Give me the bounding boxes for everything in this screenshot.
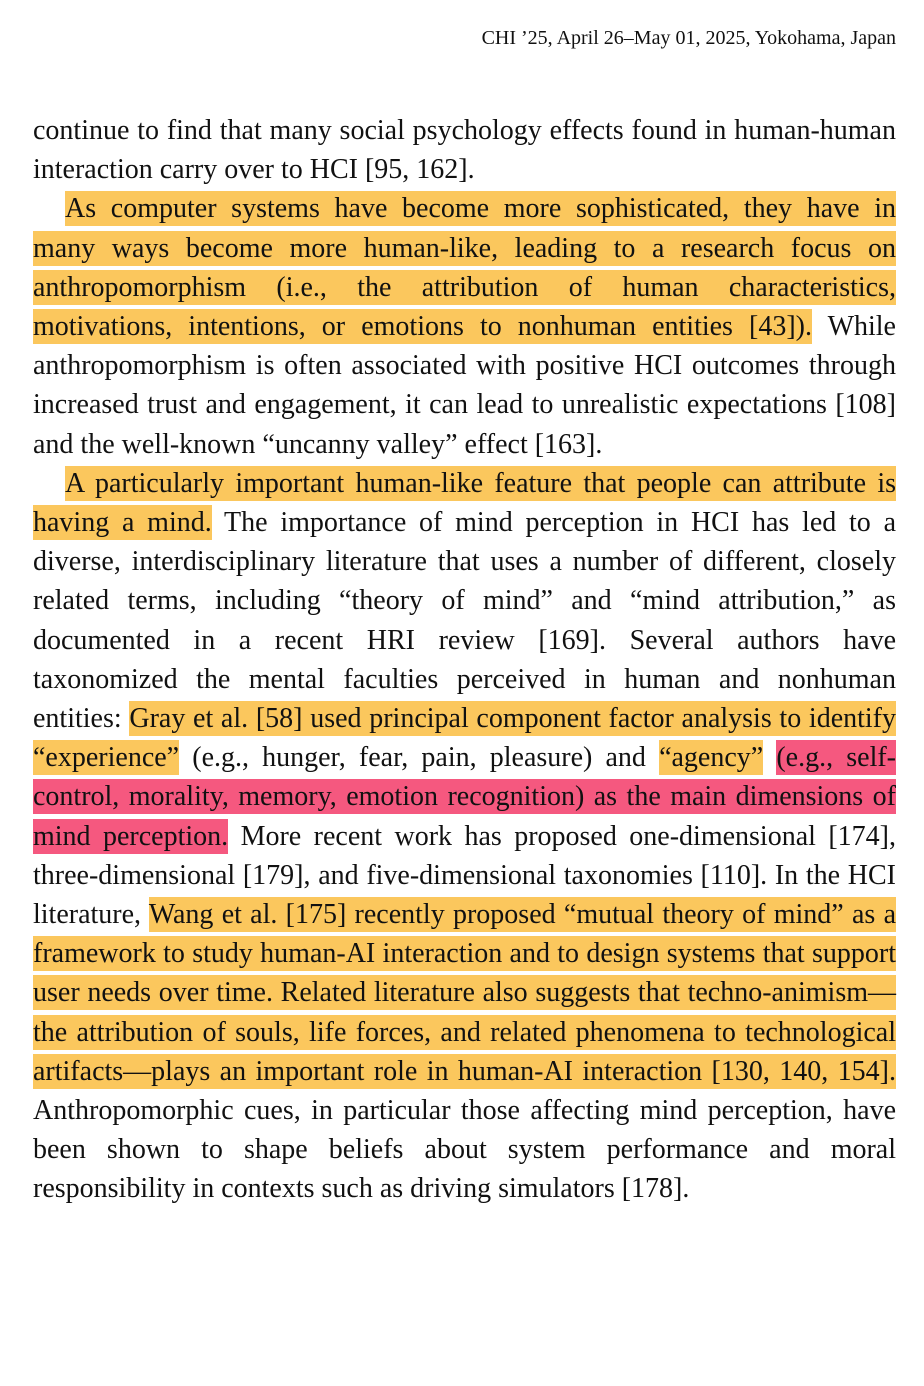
- yellow-highlight[interactable]: A particularly important human-like feature that people can attribute is having a mind.: [33, 467, 896, 539]
- text-span: (e.g., hunger, fear, pain, pleasure) and: [179, 742, 660, 774]
- paragraph-2: [33, 189, 896, 463]
- yellow-highlight[interactable]: Gray et al. [58] used principal component factor analysis to identify “experience”: [33, 703, 896, 774]
- body-text: [33, 111, 896, 1209]
- text-span: Anthropomorphic cues, in particular those affecting mind perception, have been shown to shape beliefs about system performance and moral responsibility in contexts such as driving simulators [178].: [33, 1095, 896, 1205]
- yellow-highlight[interactable]: As computer systems have become more sophisticated, they have in many ways become more human-like, leading to a research focus on anthropomorphism (i.e., the attribution of human characteristics, motivations, intentions, or emotions to nonhuman entities [43]).: [33, 193, 896, 343]
- running-head: CHI ’25, April 26–May 01, 2025, Yokohama, Japan: [481, 27, 896, 49]
- paragraph-1: [33, 111, 896, 189]
- pink-highlight[interactable]: (e.g., self-control, morality, memory, emotion recognition) as the main dimensions of mind perception.: [33, 742, 896, 852]
- yellow-highlight[interactable]: Wang et al. [175] recently proposed “mutual theory of mind” as a framework to study human-AI interaction and to design systems that support user needs over time. Related literature also suggests that techno-animism—the attribution of souls, life forces, and related phenomena to technological artifacts—plays an important role in human-AI interaction [130, 140, 154].: [33, 899, 896, 1087]
- yellow-highlight[interactable]: “agency”: [659, 742, 764, 774]
- text-span: While anthropomorphism is often associated with positive HCI outcomes through increased trust and engagement, it can lead to unrealistic expectations [108] and the well-known “uncanny valley” effect [163].: [33, 311, 896, 460]
- paragraph-3: [33, 464, 896, 1209]
- text-span: [763, 742, 776, 773]
- text-span: The importance of mind perception in HCI has led to a diverse, interdisciplinary literature that uses a number of different, closely related terms, including “theory of mind” and “mind attribution,” as documented in a recent HRI review [169]. Several authors have taxonomized the mental faculties perceived in human and nonhuman entities:: [33, 507, 896, 735]
- text-span: More recent work has proposed one-dimensional [174], three-dimensional [179], and five-dimensional taxonomies [110]. In the HCI literature,: [33, 820, 896, 931]
- text-span: continue to find that many social psychology effects found in human-human interaction carry over to HCI [95, 162].: [33, 115, 896, 186]
